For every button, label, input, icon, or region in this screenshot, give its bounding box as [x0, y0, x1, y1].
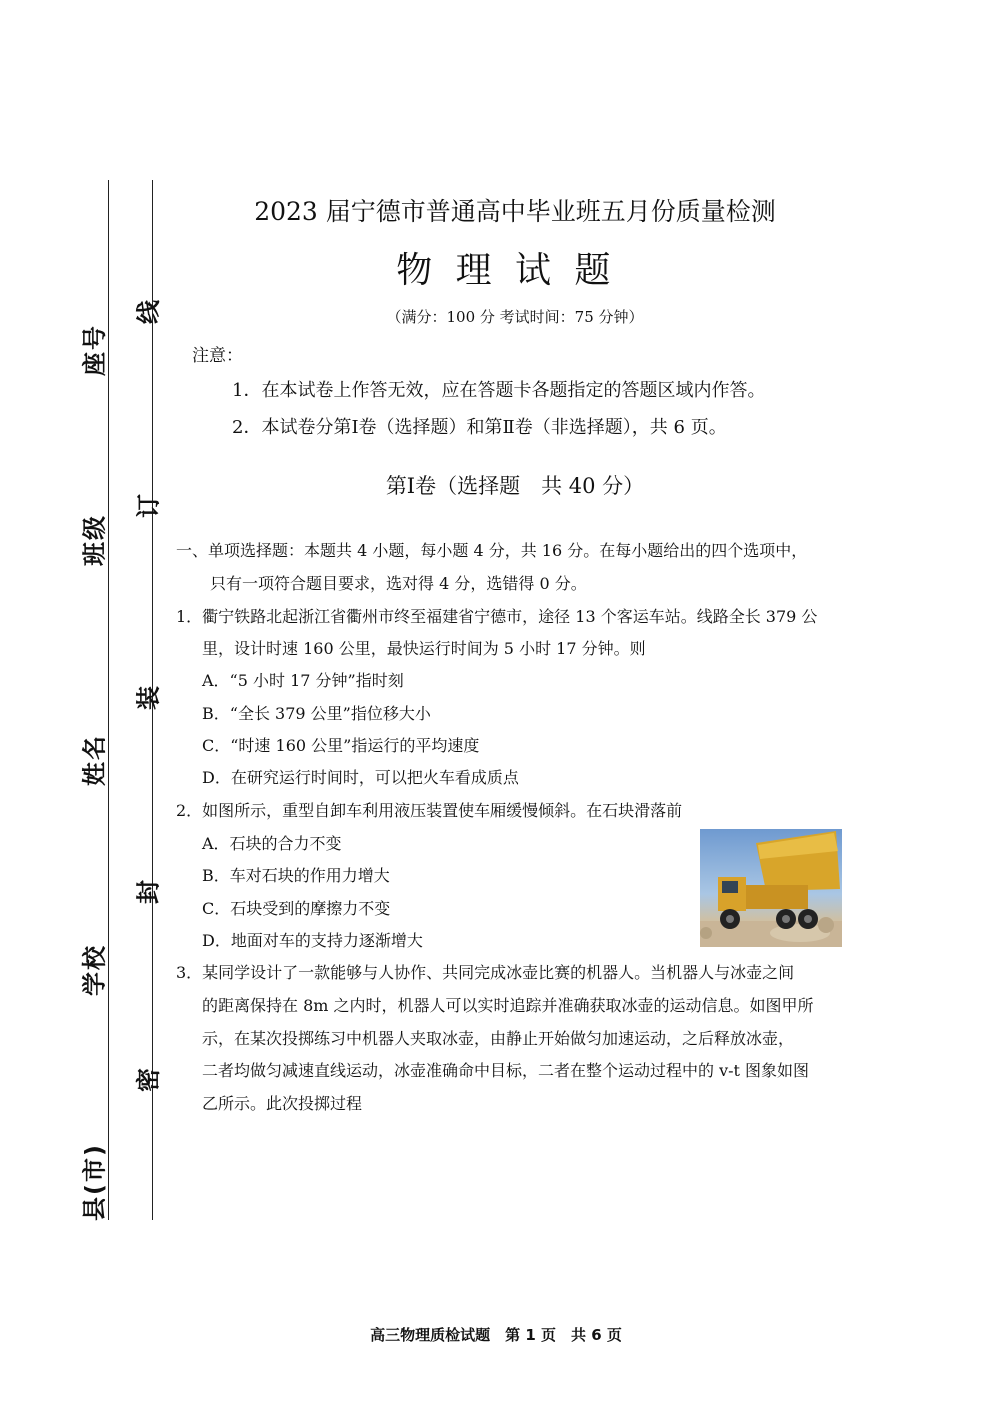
- question-1-option-d: D．在研究运行时间时，可以把火车看成质点: [202, 768, 519, 787]
- notice-item: 2．本试卷分第Ⅰ卷（选择题）和第Ⅱ卷（非选择题），共 6 页。: [232, 417, 727, 438]
- question-2-option-d: D．地面对车的支持力逐渐增大: [202, 931, 423, 950]
- name-label: 姓名: [80, 734, 109, 786]
- county-label: 县(市): [80, 1143, 109, 1221]
- subject-title: 物理试题: [396, 250, 634, 291]
- school-label: 学校: [80, 944, 109, 996]
- dump-truck-photo: [700, 829, 842, 947]
- question-2-text: 2．如图所示，重型自卸车利用液压装置使车厢缓慢倾斜。在石块滑落前: [176, 801, 683, 820]
- question-1-text: 1．衢宁铁路北起浙江省衢州市终至福建省宁德市，途径 13 个客运车站。线路全长 379 公: [176, 607, 818, 626]
- question-3-text-cont: 二者均做匀减速直线运动，冰壶准确命中目标，二者在整个运动过程中的 v-t 图象如图: [202, 1061, 810, 1080]
- question-2-option-c: C．石块受到的摩擦力不变: [202, 899, 391, 918]
- page-footer: 高三物理质检试题 第 1 页 共 6 页: [370, 1326, 622, 1344]
- notice-heading: 注意：: [192, 346, 243, 366]
- seal-mark-bind: 订: [134, 494, 163, 518]
- question-2-option-a: A．石块的合力不变: [202, 834, 342, 853]
- class-label: 班级: [80, 514, 109, 566]
- question-3-text-cont: 的距离保持在 8m 之内时，机器人可以实时追踪并准确获取冰壶的运动信息。如图甲所: [202, 996, 814, 1015]
- part-instructions-cont: 只有一项符合题目要求，选对得 4 分，选错得 0 分。: [210, 574, 587, 593]
- question-1-text-cont: 里，设计时速 160 公里，最快运行时间为 5 小时 17 分钟。则: [202, 639, 646, 658]
- question-1-option-a: A．“5 小时 17 分钟”指时刻: [202, 671, 404, 690]
- section-title: 第Ⅰ卷（选择题 共 40 分）: [385, 474, 645, 498]
- exam-info: （满分：100 分 考试时间：75 分钟）: [386, 308, 644, 326]
- seat-number-label: 座号: [80, 324, 109, 376]
- seal-mark-install: 装: [134, 686, 163, 710]
- question-3-text-cont: 乙所示。此次投掷过程: [202, 1094, 363, 1113]
- seal-mark-line: 线: [134, 300, 163, 324]
- question-3-text-cont: 示，在某次投掷练习中机器人夹取冰壶，由静止开始做匀加速运动，之后释放冰壶，: [202, 1029, 795, 1048]
- exam-title: 2023 届宁德市普通高中毕业班五月份质量检测: [254, 197, 776, 226]
- seal-mark-secret: 密: [134, 1068, 163, 1092]
- question-3-text: 3．某同学设计了一款能够与人协作、共同完成冰壶比赛的机器人。当机器人与冰壶之间: [176, 963, 795, 982]
- part-instructions: 一、单项选择题：本题共 4 小题，每小题 4 分，共 16 分。在每小题给出的四个选项中，: [176, 541, 808, 560]
- seal-mark-seal: 封: [134, 880, 163, 904]
- notice-item: 1．在本试卷上作答无效，应在答题卡各题指定的答题区域内作答。: [232, 380, 766, 401]
- question-2-option-b: B．车对石块的作用力增大: [202, 866, 390, 885]
- question-1-option-b: B．“全长 379 公里”指位移大小: [202, 704, 431, 723]
- question-1-option-c: C．“时速 160 公里”指运行的平均速度: [202, 736, 480, 755]
